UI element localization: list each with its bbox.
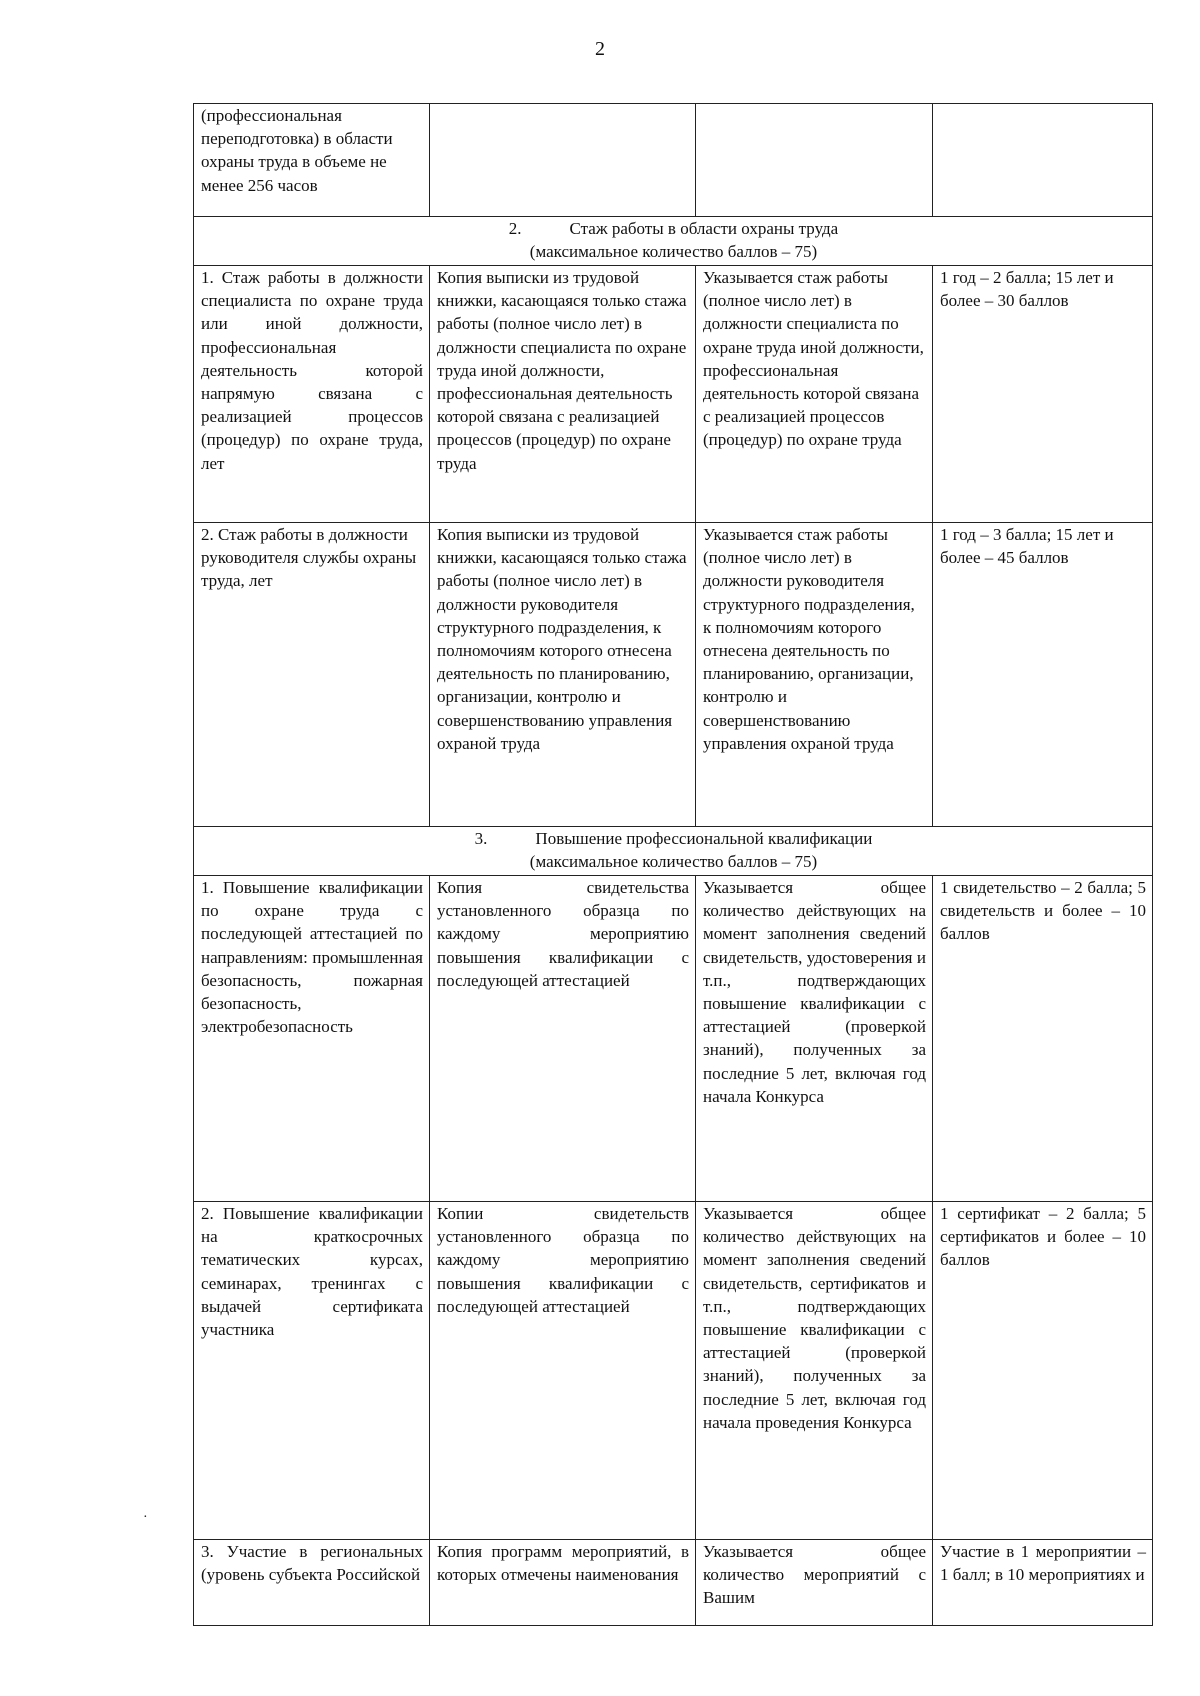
table-row — [194, 104, 1153, 217]
criterion-cell: 2. Повышение квалификации на краткосрочных тематических курсах, семинарах, тренингах с выдачей сертификата участника — [194, 1202, 430, 1540]
section-title: Повышение профессиональной квалификации — [535, 829, 873, 848]
document-cell: Копия программ мероприятий, в которых отмечены наименования — [430, 1540, 696, 1626]
table-row — [194, 266, 1153, 523]
note-cell: Указывается общее количество действующих на момент заполнения сведений свидетельств, удостоверения и т.п., подтверждающих повышение квалификации с аттестацией (проверкой знаний), полученных за последние 5 лет, включая год начала Конкурса — [696, 876, 933, 1202]
points-cell — [933, 104, 1153, 217]
section-header — [194, 827, 1153, 876]
section-subtitle: (максимальное количество баллов – 75) — [529, 242, 818, 262]
document-cell — [430, 104, 696, 217]
points-cell: 1 сертификат – 2 балла; 5 сертификатов и более – 10 баллов — [933, 1202, 1153, 1540]
scan-speck: · — [143, 1510, 148, 1525]
document-cell: Копии свидетельств установленного образца по каждому мероприятию повышения квалификации с последующей аттестацией — [430, 1202, 696, 1540]
section-header-row — [194, 217, 1153, 266]
criterion-cell: 3. Участие в региональных (уровень субъекта Российской — [194, 1540, 430, 1626]
points-cell: 1 год – 2 балла; 15 лет и более – 30 баллов — [933, 266, 1153, 523]
points-cell: 1 год – 3 балла; 15 лет и более – 45 баллов — [933, 523, 1153, 827]
section-number: 2. — [508, 219, 522, 238]
section-subtitle: (максимальное количество баллов – 75) — [529, 852, 818, 872]
criterion-cell: 1. Повышение квалификации по охране труда с последующей аттестацией по направлениям: промышленная безопасность, пожарная безопасность, электробезопасность — [194, 876, 430, 1202]
table-row — [194, 876, 1153, 1202]
document-cell: Копия выписки из трудовой книжки, касающаяся только стажа работы (полное число лет) в должности руководителя структурного подразделения, к полномочиям которого отнесена деятельность по планированию, организации, контролю и совершенствованию управления охраной труда — [430, 523, 696, 827]
table-row — [194, 523, 1153, 827]
note-cell — [696, 104, 933, 217]
points-cell: Участие в 1 мероприятии – 1 балл; в 10 мероприятиях и — [933, 1540, 1153, 1626]
table-row — [194, 1202, 1153, 1540]
section-header-row — [194, 827, 1153, 876]
page-number: 2 — [595, 38, 605, 60]
note-cell: Указывается общее количество мероприятий с Вашим — [696, 1540, 933, 1626]
table-row — [194, 1540, 1153, 1626]
criterion-cell: 2. Стаж работы в должности руководителя службы охраны труда, лет — [194, 523, 430, 827]
criterion-cell: 1. Стаж работы в должности специалиста по охране труда или иной должности, профессиональная деятельность которой напрямую связана с реализацией процессов (процедур) по охране труда, лет — [194, 266, 430, 523]
document-cell: Копия свидетельства установленного образца по каждому мероприятию повышения квалификации с последующей аттестацией — [430, 876, 696, 1202]
section-number: 3. — [474, 829, 488, 848]
note-cell: Указывается стаж работы (полное число лет) в должности специалиста по охране труда иной должности, профессиональная деятельность которой связана с реализацией процессов (процедур) по охране труда — [696, 266, 933, 523]
note-cell: Указывается общее количество действующих на момент заполнения сведений свидетельств, сертификатов и т.п., подтверждающих повышение квалификации с аттестацией (проверкой знаний), полученных за последние 5 лет, включая год начала проведения Конкурса — [696, 1202, 933, 1540]
criterion-cell: (профессиональная переподготовка) в области охраны труда в объеме не менее 256 часов — [194, 104, 430, 217]
note-cell: Указывается стаж работы (полное число лет) в должности руководителя структурного подразделения, к полномочиям которого отнесена деятельность по планированию, организации, контролю и совершенствованию управления охраной труда — [696, 523, 933, 827]
points-cell: 1 свидетельство – 2 балла; 5 свидетельств и более – 10 баллов — [933, 876, 1153, 1202]
section-title: Стаж работы в области охраны труда — [569, 219, 839, 238]
document-cell: Копия выписки из трудовой книжки, касающаяся только стажа работы (полное число лет) в должности специалиста по охране труда иной должности, профессиональная деятельность которой связана с реализацией процессов (процедур) по охране труда — [430, 266, 696, 523]
section-header — [194, 217, 1153, 266]
criteria-table — [193, 103, 1153, 1626]
